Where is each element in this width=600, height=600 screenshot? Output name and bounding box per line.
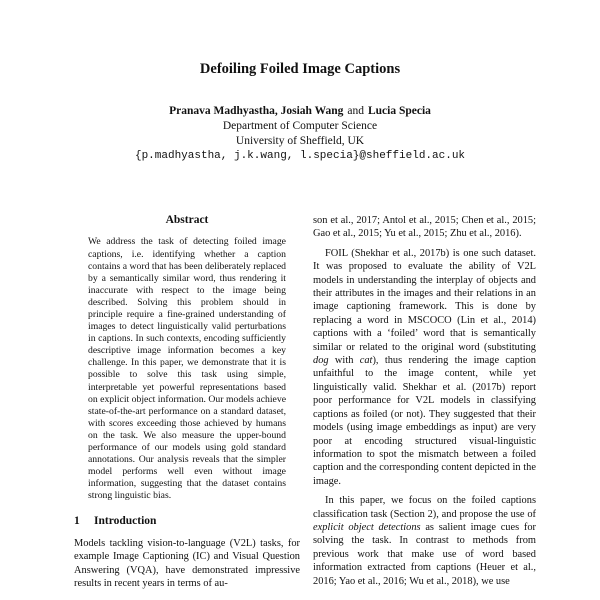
foil-dog: dog <box>313 355 329 367</box>
author-list: Pranava Madhyastha, Josiah Wang <box>169 105 344 117</box>
intro-paragraph: Models tackling vision-to-language (V2L) tasks, for example Image Captioning (IC) and Visual Question Answering (VQA), have demonstrated impressive results in recent years in terms of au- <box>74 537 300 590</box>
section-number: 1 <box>74 515 80 528</box>
author-names <box>0 104 600 119</box>
paragraph-continuation: son et al., 2017; Antol et al., 2015; Chen et al., 2015; Gao et al., 2015; Yu et al., 2015; Zhu et al., 2016). <box>313 215 536 240</box>
department: Department of Computer Science <box>222 120 378 132</box>
approach-emphasis: explicit object detections <box>313 521 421 533</box>
foil-text-b: ), thus rendering the image caption unfaithful to the image content, while yet linguistically valid. Shekhar et al. (2017b) report poor performance for V2L models in classifying captions as foiled (or not). They suggested that their models (using image embeddings as input) are very poor at encoding structured visual-linguistic information to spot the mismatch between a foiled caption and the corresponding content depicted in the image. <box>313 355 536 487</box>
abstract-text: We address the task of detecting foiled image captions, i.e. identifying whether a caption contains a word that has been deliberately replaced by a semantically similar word, thus rendering it inaccurate with respect to the image being described. Solving this problem should in principle require a fine-grained understanding of images to detect linguistically valid perturbations in captions. In such contexts, encoding sufficiently descriptive image information becomes a key challenge. In this paper, we demonstrate that it is possible to solve this task using simple, interpretable yet powerful representations based on explicit object information. Our models achieve state-of-the-art performance on a standard dataset, with scores exceeding those achieved by humans on the task. We also measure the upper-bound performance of our models using gold standard annotations. Our analysis reveals that the simpler model performs well even without image information, suggesting that the dataset contains strong linguistic bias. <box>88 236 286 502</box>
foil-cat: cat <box>359 355 373 367</box>
paper-title: Defoiling Foiled Image Captions <box>199 61 401 77</box>
left-column <box>74 214 300 591</box>
email: {p.madhyastha, j.k.wang, l.specia}@sheffield.ac.uk <box>134 150 466 162</box>
author-and: and <box>347 105 364 117</box>
university: University of Sheffield, UK <box>235 135 365 147</box>
approach-text-b: as salient image cues for solving the task. In contrast to methods from previous work that make use of word based information extracted from captions (Heuer et al., 2016; Yao et al., 2016; Wu et al., 2018), we use <box>313 521 537 587</box>
section-title: Introduction <box>94 515 157 528</box>
approach-text-a: In this paper, we focus on the foiled captions classification task (Section 2), and propose the use of <box>313 495 536 520</box>
author-last: Lucia Specia <box>367 105 431 117</box>
foil-text-a: FOIL (Shekhar et al., 2017b) is one such dataset. It was proposed to evaluate the ability of V2L models in understanding the interplay of objects and their attributes in the images and their relations in an image captioning framework. This is done by replacing a word in MSCOCO (Lin et al., 2014) captions with a ‘foiled’ word that is semantically similar or related to the original word (substituting <box>313 247 536 353</box>
section-heading <box>74 515 300 528</box>
foil-with: with <box>328 355 360 367</box>
abstract-heading: Abstract <box>165 214 209 226</box>
paragraph-foil <box>313 247 536 488</box>
paragraph-approach <box>313 494 536 588</box>
author-block <box>0 104 600 164</box>
right-column <box>313 214 536 588</box>
